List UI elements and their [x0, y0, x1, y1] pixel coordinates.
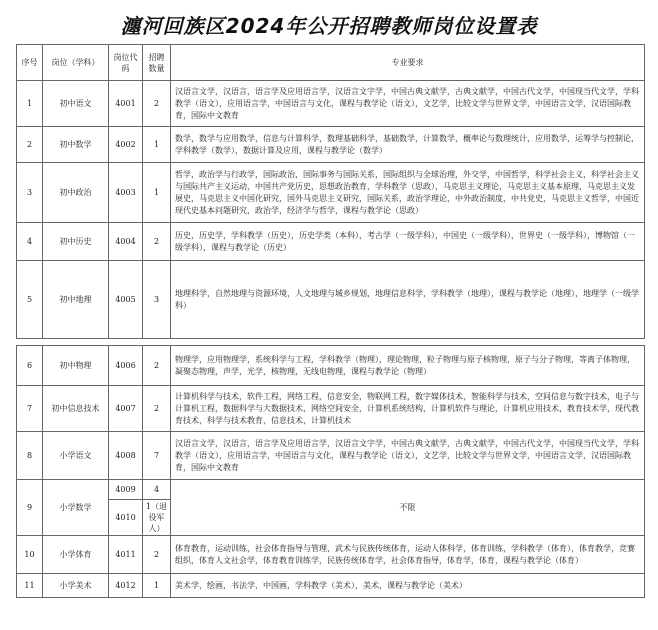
row-requirement: 计算机科学与技术，软件工程，网络工程，信息安全，物联网工程，数字媒体技术，智能科学与技术，空间信息与数字技术，电子与计算机工程，数据科学与大数据技术，网络空间安全，计算机系统结构，计算机软件与理论，计算机应用技术，教育技术学，现代教育技术，科学与技术教育，信息技术，计算机技术 — [171, 386, 645, 432]
row-position: 初中数学 — [43, 127, 109, 163]
page-title: 瀍河回族区2024年公开招聘教师岗位设置表 — [120, 14, 538, 38]
row-count: 7 — [143, 432, 171, 480]
table-row — [17, 223, 645, 261]
row-code: 4005 — [109, 261, 143, 339]
row-no: 1 — [17, 81, 43, 127]
row-count: 1 — [143, 574, 171, 598]
row-count: 4 — [143, 480, 171, 500]
position-table — [16, 44, 645, 598]
table-row — [17, 386, 645, 432]
table-row — [17, 163, 645, 223]
row-requirement: 汉语言文学，汉语言，语言学及应用语言学，汉语言文字学，中国古典文献学，古典文献学，中国古代文学，中国现当代文学，学科教学（语文），应用语言学，中国语言与文化，课程与教学论（语文），文艺学，比较文学与世界文学，中国语言文学，汉语国际教育，国际中文教育 — [171, 432, 645, 480]
row-no: 5 — [17, 261, 43, 339]
row-requirement: 汉语言文学，汉语言，语言学及应用语言学，汉语言文字学，中国古典文献学，古典文献学，中国古代文学，中国现当代文学，学科教学（语文），应用语言学，中国语言与文化，课程与教学论（语文），文艺学，比较文学与世界文学，中国语言文学，汉语国际教育，国际中文教育 — [171, 81, 645, 127]
table-row — [17, 536, 645, 574]
row-code: 4003 — [109, 163, 143, 223]
row-no: 8 — [17, 432, 43, 480]
row-no: 11 — [17, 574, 43, 598]
table-row — [17, 432, 645, 480]
header-no: 序号 — [17, 45, 43, 81]
header-code: 岗位代码 — [109, 45, 143, 81]
row-count: 3 — [143, 261, 171, 339]
row-no: 3 — [17, 163, 43, 223]
row-code: 4002 — [109, 127, 143, 163]
row-no: 9 — [17, 480, 43, 536]
row-code: 4001 — [109, 81, 143, 127]
row-no: 7 — [17, 386, 43, 432]
row-count: 2 — [143, 386, 171, 432]
row-position: 初中地理 — [43, 261, 109, 339]
row-position: 初中政治 — [43, 163, 109, 223]
row-position: 小学体育 — [43, 536, 109, 574]
row-code: 4006 — [109, 346, 143, 386]
row-code: 4009 — [109, 480, 143, 500]
table-header-row — [17, 45, 645, 81]
table-row — [17, 81, 645, 127]
row-count: 1 — [143, 163, 171, 223]
header-requirement: 专业要求 — [171, 45, 645, 81]
row-code: 4008 — [109, 432, 143, 480]
row-code: 4007 — [109, 386, 143, 432]
row-code: 4010 — [109, 500, 143, 536]
table-row — [17, 480, 645, 500]
row-requirement: 物理学，应用物理学，系统科学与工程，学科教学（物理），理论物理，粒子物理与原子核物理，原子与分子物理，等离子体物理，凝聚态物理，声学，光学，核物理，无线电物理，课程与教学论（物理） — [171, 346, 645, 386]
row-position: 初中语文 — [43, 81, 109, 127]
row-requirement: 数学，数学与应用数学，信息与计算科学，数理基础科学，基础数学，计算数学，概率论与数理统计，应用数学，运筹学与控制论，学科教学（数学），数据计算及应用，课程与教学论（数学） — [171, 127, 645, 163]
table-row — [17, 261, 645, 339]
row-requirement: 美术学，绘画，书法学，中国画，学科教学（美术），美术，课程与教学论（美术） — [171, 574, 645, 598]
row-count: 2 — [143, 536, 171, 574]
row-position: 小学美术 — [43, 574, 109, 598]
row-no: 6 — [17, 346, 43, 386]
row-position: 初中历史 — [43, 223, 109, 261]
section-gap — [17, 339, 645, 346]
row-code: 4011 — [109, 536, 143, 574]
row-position: 小学语文 — [43, 432, 109, 480]
row-requirement: 地理科学，自然地理与资源环境，人文地理与城乡规划，地理信息科学，学科教学（地理），课程与教学论（地理），地理学（一级学科） — [171, 261, 645, 339]
row-no: 4 — [17, 223, 43, 261]
row-position: 初中物理 — [43, 346, 109, 386]
table-row — [17, 346, 645, 386]
row-count: 1 — [143, 127, 171, 163]
table-row — [17, 574, 645, 598]
row-count: 2 — [143, 81, 171, 127]
row-no: 2 — [17, 127, 43, 163]
row-requirement: 体育教育，运动训练，社会体育指导与管理，武术与民族传统体育，运动人体科学，体育训练，学科教学（体育），体育教学，竞赛组织，体育人文社会学，体育教育训练学，民族传统体育学，社会体育指导，体育学，体育，课程与教学论（体育） — [171, 536, 645, 574]
row-position: 初中信息技术 — [43, 386, 109, 432]
row-code: 4004 — [109, 223, 143, 261]
row-requirement: 哲学，政治学与行政学，国际政治，国际事务与国际关系，国际组织与全球治理，外交学，中国哲学，科学社会主义，科学社会主义与国际共产主义运动，中国共产党历史，思想政治教育，学科教学（思政），马克思主义理论，马克思主义基本原理，马克思主义发展史，马克思主义中国化研究，国外马克思主义研究，国际关系，政治学理论，中外政治制度，中共党史，马克思主义哲学，中国近现代史基本问题研究，政治学，经济学与哲学，课程与教学论（思政） — [171, 163, 645, 223]
row-requirement: 不限 — [171, 480, 645, 536]
row-count: 2 — [143, 223, 171, 261]
header-count: 招聘数量 — [143, 45, 171, 81]
table-row — [17, 127, 645, 163]
row-position: 小学数学 — [43, 480, 109, 536]
row-count: 1（退役军人） — [143, 500, 171, 536]
row-count: 2 — [143, 346, 171, 386]
row-code: 4012 — [109, 574, 143, 598]
row-no: 10 — [17, 536, 43, 574]
header-position: 岗位（学科） — [43, 45, 109, 81]
row-requirement: 历史，历史学，学科教学（历史），历史学类（本科），考古学（一级学科），中国史（一级学科），世界史（一级学科），博物馆（一级学科），课程与教学论（历史） — [171, 223, 645, 261]
